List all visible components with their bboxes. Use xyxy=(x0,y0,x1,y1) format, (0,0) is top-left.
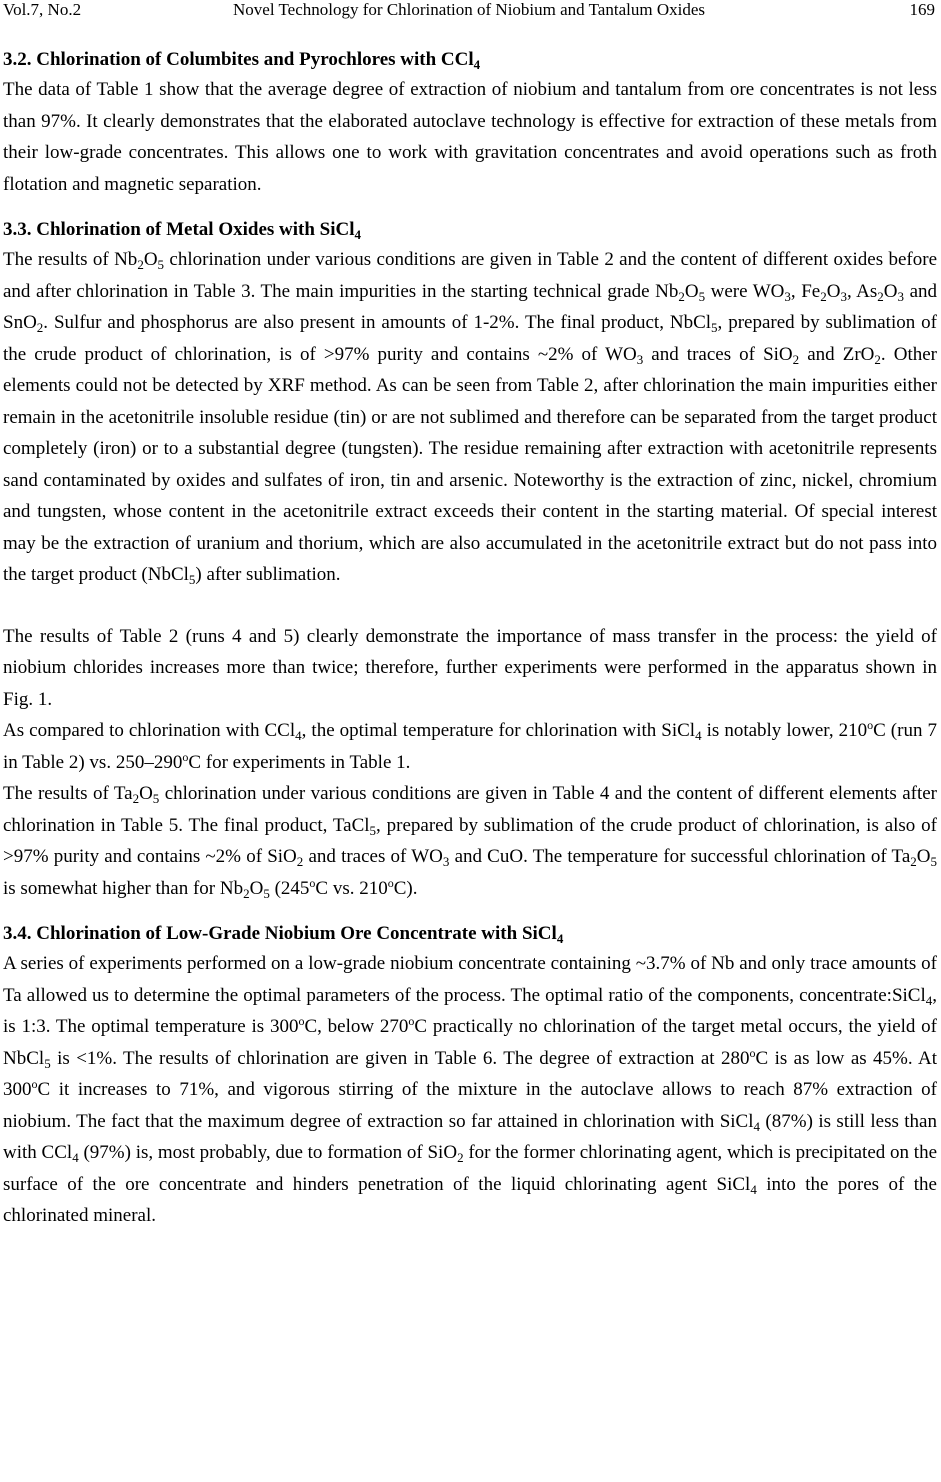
journal-volume: Vol.7, No.2 xyxy=(3,0,82,19)
paragraph-3-3-3: As compared to chlorination with CCl$_4$, the optimal temperature for chlorination with SiCl$_4$ is notably lower, 210$^o$C (run 7 in Table 2) vs. 250–290$^o$C for experiments in Table 1. xyxy=(3,718,937,773)
section-heading-3-2: 3.2. Chlorination of Columbites and Pyrochlores with CCl$_4$ xyxy=(3,49,481,72)
page-number: 169 xyxy=(909,0,935,19)
paragraph-3-3-4: The results of $Ta_2O_5$ chlorination under various conditions are given in Table 4 and the content of different elements after chlorination in Table 5. The final product, TaCl$_5$, prepared by sublimation of the crude product of chlorination, is also of >97% purity and contains ~2% of SiO$_2$ and traces of $WO_3$ and CuO. The temperature for successful chlorination of $Ta_2O_5$ is somewhat higher than for $Nb_2O_5$ (245$^o$C vs. 210$^o$C). xyxy=(3,783,938,901)
paragraph-3-3-1: The results of $Nb_2O_5$ chlorination under various conditions are given in Table 2 and the content of different oxides before and after chlorination in Table 3. The main impurities in the starting technical grade $Nb_2O_5$ were $WO_3$, $Fe_2O_3$, $As_2O_3$ and SnO$_2$. Sulfur and phosphorus are also present in amounts of 1-2%. The final product, NbCl$_5$, prepared by sublimation of the crude product of chlorination, is of >97% purity and contains ~2% of $WO_3$ and traces of SiO$_2$ and ZrO$_2$. Other elements could not be detected by XRF method. As can be seen from Table 2, after chlorination the main impurities either remain in the acetonitrile insoluble residue (tin) or are not sublimed and therefore can be separated from the target product completely (iron) or to a substantial degree (tungsten). The residue remaining after extraction with acetonitrile represents sand contaminated by oxides and sulfates of iron, tin and arsenic. Noteworthy is the extraction of zinc, nickel, chromium and tungsten, whose content in the acetonitrile extract exceeds their content in the starting material. Of special interest may be the extraction of uranium and thorium, which are also accumulated in the acetonitrile extract but do not pass into the target product (NbCl$_5$) after sublimation. xyxy=(3,249,938,587)
running-header xyxy=(3,0,935,22)
running-title: Novel Technology for Chlorination of Niobium and Tantalum Oxides xyxy=(233,0,705,19)
section-heading-3-4: 3.4. Chlorination of Low-Grade Niobium Ore Concentrate with SiCl$_4$ xyxy=(3,923,564,946)
paragraph-3-4-1: A series of experiments performed on a low-grade niobium concentrate containing ~3.7% of Nb and only trace amounts of Ta allowed us to determine the optimal parameters of the process. The optimal ratio of the components, concentrate:SiCl$_4$, is 1:3. The optimal temperature is 300$^o$C, below 270$^o$C practically no chlorination of the target metal occurs, the yield of NbCl$_5$ is <1%. The results of chlorination are given in Table 6. The degree of extraction at 280$^o$C is as low as 45%. At 300$^o$C it increases to 71%, and vigorous stirring of the mixture in the autoclave allows to reach 87% extraction of niobium. The fact that the maximum degree of extraction so far attained in chlorination with SiCl$_4$ (87%) is still less than with CCl$_4$ (97%) is, most probably, due to formation of SiO$_2$ for the former chlorinating agent, which is precipitated on the surface of the ore concentrate and hinders penetration of the liquid chlorinating agent SiCl$_4$ into the pores of the chlorinated mineral. xyxy=(3,953,938,1226)
article-body xyxy=(3,46,937,1232)
paragraph-3-2-1: The data of Table 1 show that the average degree of extraction of niobium and tantalum from ore concentrates is not less than 97%. It clearly demonstrates that the elaborated autoclave technology is effective for extraction of these metals from their low-grade concentrates. This allows one to work with gravitation concentrates and avoid operations such as froth flotation and magnetic separation. xyxy=(3,79,937,195)
paragraph-3-3-2: The results of Table 2 (runs 4 and 5) clearly demonstrate the importance of mass transfer in the process: the yield of niobium chlorides increases more than twice; therefore, further experiments were performed in the apparatus shown in Fig. 1. xyxy=(3,625,937,710)
section-heading-3-3: 3.3. Chlorination of Metal Oxides with SiCl$_4$ xyxy=(3,219,362,242)
